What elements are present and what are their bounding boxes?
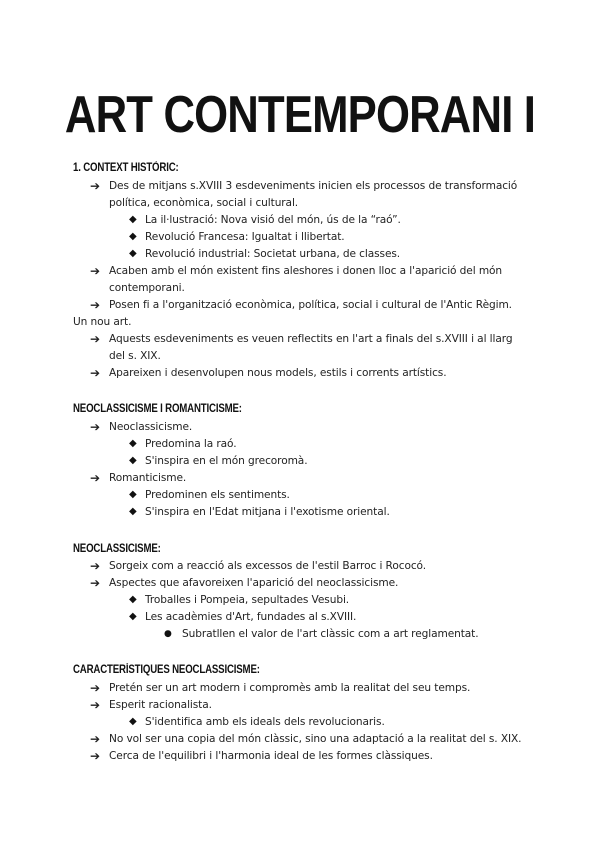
arrow-bullet-icon: ➔: [90, 681, 101, 695]
section-heading-context: 1. CONTEXT HISTÒRIC:: [73, 162, 179, 174]
sub-list-item: La il·lustració: Nova visió del món, ús de la “raó”.: [145, 214, 401, 226]
diamond-bullet-icon: ◆: [129, 506, 137, 517]
free-text: Un nou art.: [73, 316, 132, 328]
list-item: Apareixen i desenvolupen nous models, estils i corrents artístics.: [109, 367, 447, 379]
arrow-bullet-icon: ➔: [90, 576, 101, 590]
diamond-bullet-icon: ◆: [129, 248, 137, 259]
list-item-continuation: política, econòmica, social i cultural.: [109, 197, 299, 209]
arrow-bullet-icon: ➔: [90, 420, 101, 434]
sub-list-item: Troballes i Pompeia, sepultades Vesubi.: [145, 594, 350, 606]
arrow-bullet-icon: ➔: [90, 698, 101, 712]
diamond-bullet-icon: ◆: [129, 438, 137, 449]
arrow-bullet-icon: ➔: [90, 332, 101, 346]
sub-list-item: S'identifica amb els ideals dels revolucionaris.: [145, 716, 385, 728]
page-title: ART CONTEMPORANI I: [64, 86, 536, 144]
sub-sub-list-item: Subratllen el valor de l'art clàssic com a art reglamentat.: [182, 628, 479, 640]
sub-list-item: Revolució industrial: Societat urbana, de classes.: [145, 248, 401, 260]
dot-bullet-icon: ●: [164, 629, 172, 639]
list-item: Aspectes que afavoreixen l'aparició del neoclassicisme.: [109, 577, 399, 589]
list-item: Posen fi a l'organització econòmica, política, social i cultural de l'Antic Règim.: [109, 299, 512, 311]
sub-list-item: Predominen els sentiments.: [145, 489, 290, 501]
diamond-bullet-icon: ◆: [129, 716, 137, 727]
list-item: Cerca de l'equilibri i l'harmonia ideal de les formes clàssiques.: [109, 750, 433, 762]
list-item: Esperit racionalista.: [109, 699, 212, 711]
sub-list-item: Predomina la raó.: [145, 438, 237, 450]
sub-list-item: S'inspira en el món grecoromà.: [145, 455, 308, 467]
list-item: Romanticisme.: [109, 472, 187, 484]
list-item-continuation: del s. XIX.: [109, 350, 161, 362]
section-heading-neo-rom: NEOCLASSICISME I ROMANTICISME:: [73, 403, 242, 415]
sub-list-item: S'inspira en l'Edat mitjana i l'exotisme oriental.: [145, 506, 390, 518]
list-item: Pretén ser un art modern i compromès amb la realitat del seu temps.: [109, 682, 471, 694]
diamond-bullet-icon: ◆: [129, 489, 137, 500]
list-item: Neoclassicisme.: [109, 421, 193, 433]
list-item: Des de mitjans s.XVIII 3 esdeveniments inicien els processos de transformació: [109, 180, 518, 192]
arrow-bullet-icon: ➔: [90, 749, 101, 763]
arrow-bullet-icon: ➔: [90, 298, 101, 312]
list-item: Sorgeix com a reacció als excessos de l'estil Barroc i Rococó.: [109, 560, 427, 572]
arrow-bullet-icon: ➔: [90, 732, 101, 746]
sub-list-item: Revolució Francesa: Igualtat i llibertat.: [145, 231, 345, 243]
section-heading-characteristics: CARACTERÍSTIQUES NEOCLASSICISME:: [73, 664, 260, 676]
arrow-bullet-icon: ➔: [90, 264, 101, 278]
diamond-bullet-icon: ◆: [129, 611, 137, 622]
arrow-bullet-icon: ➔: [90, 559, 101, 573]
arrow-bullet-icon: ➔: [90, 179, 101, 193]
section-heading-neo: NEOCLASSICISME:: [73, 543, 161, 555]
list-item: No vol ser una copia del món clàssic, sino una adaptació a la realitat del s. XIX.: [109, 733, 522, 745]
list-item-continuation: contemporani.: [109, 282, 185, 294]
diamond-bullet-icon: ◆: [129, 231, 137, 242]
arrow-bullet-icon: ➔: [90, 471, 101, 485]
diamond-bullet-icon: ◆: [129, 455, 137, 466]
arrow-bullet-icon: ➔: [90, 366, 101, 380]
diamond-bullet-icon: ◆: [129, 214, 137, 225]
list-item: Aquests esdeveniments es veuen reflectits en l'art a finals del s.XVIII i al llarg: [109, 333, 513, 345]
sub-list-item: Les acadèmies d'Art, fundades al s.XVIII.: [145, 611, 357, 623]
diamond-bullet-icon: ◆: [129, 594, 137, 605]
list-item: Acaben amb el món existent fins aleshores i donen lloc a l'aparició del món: [109, 265, 503, 277]
